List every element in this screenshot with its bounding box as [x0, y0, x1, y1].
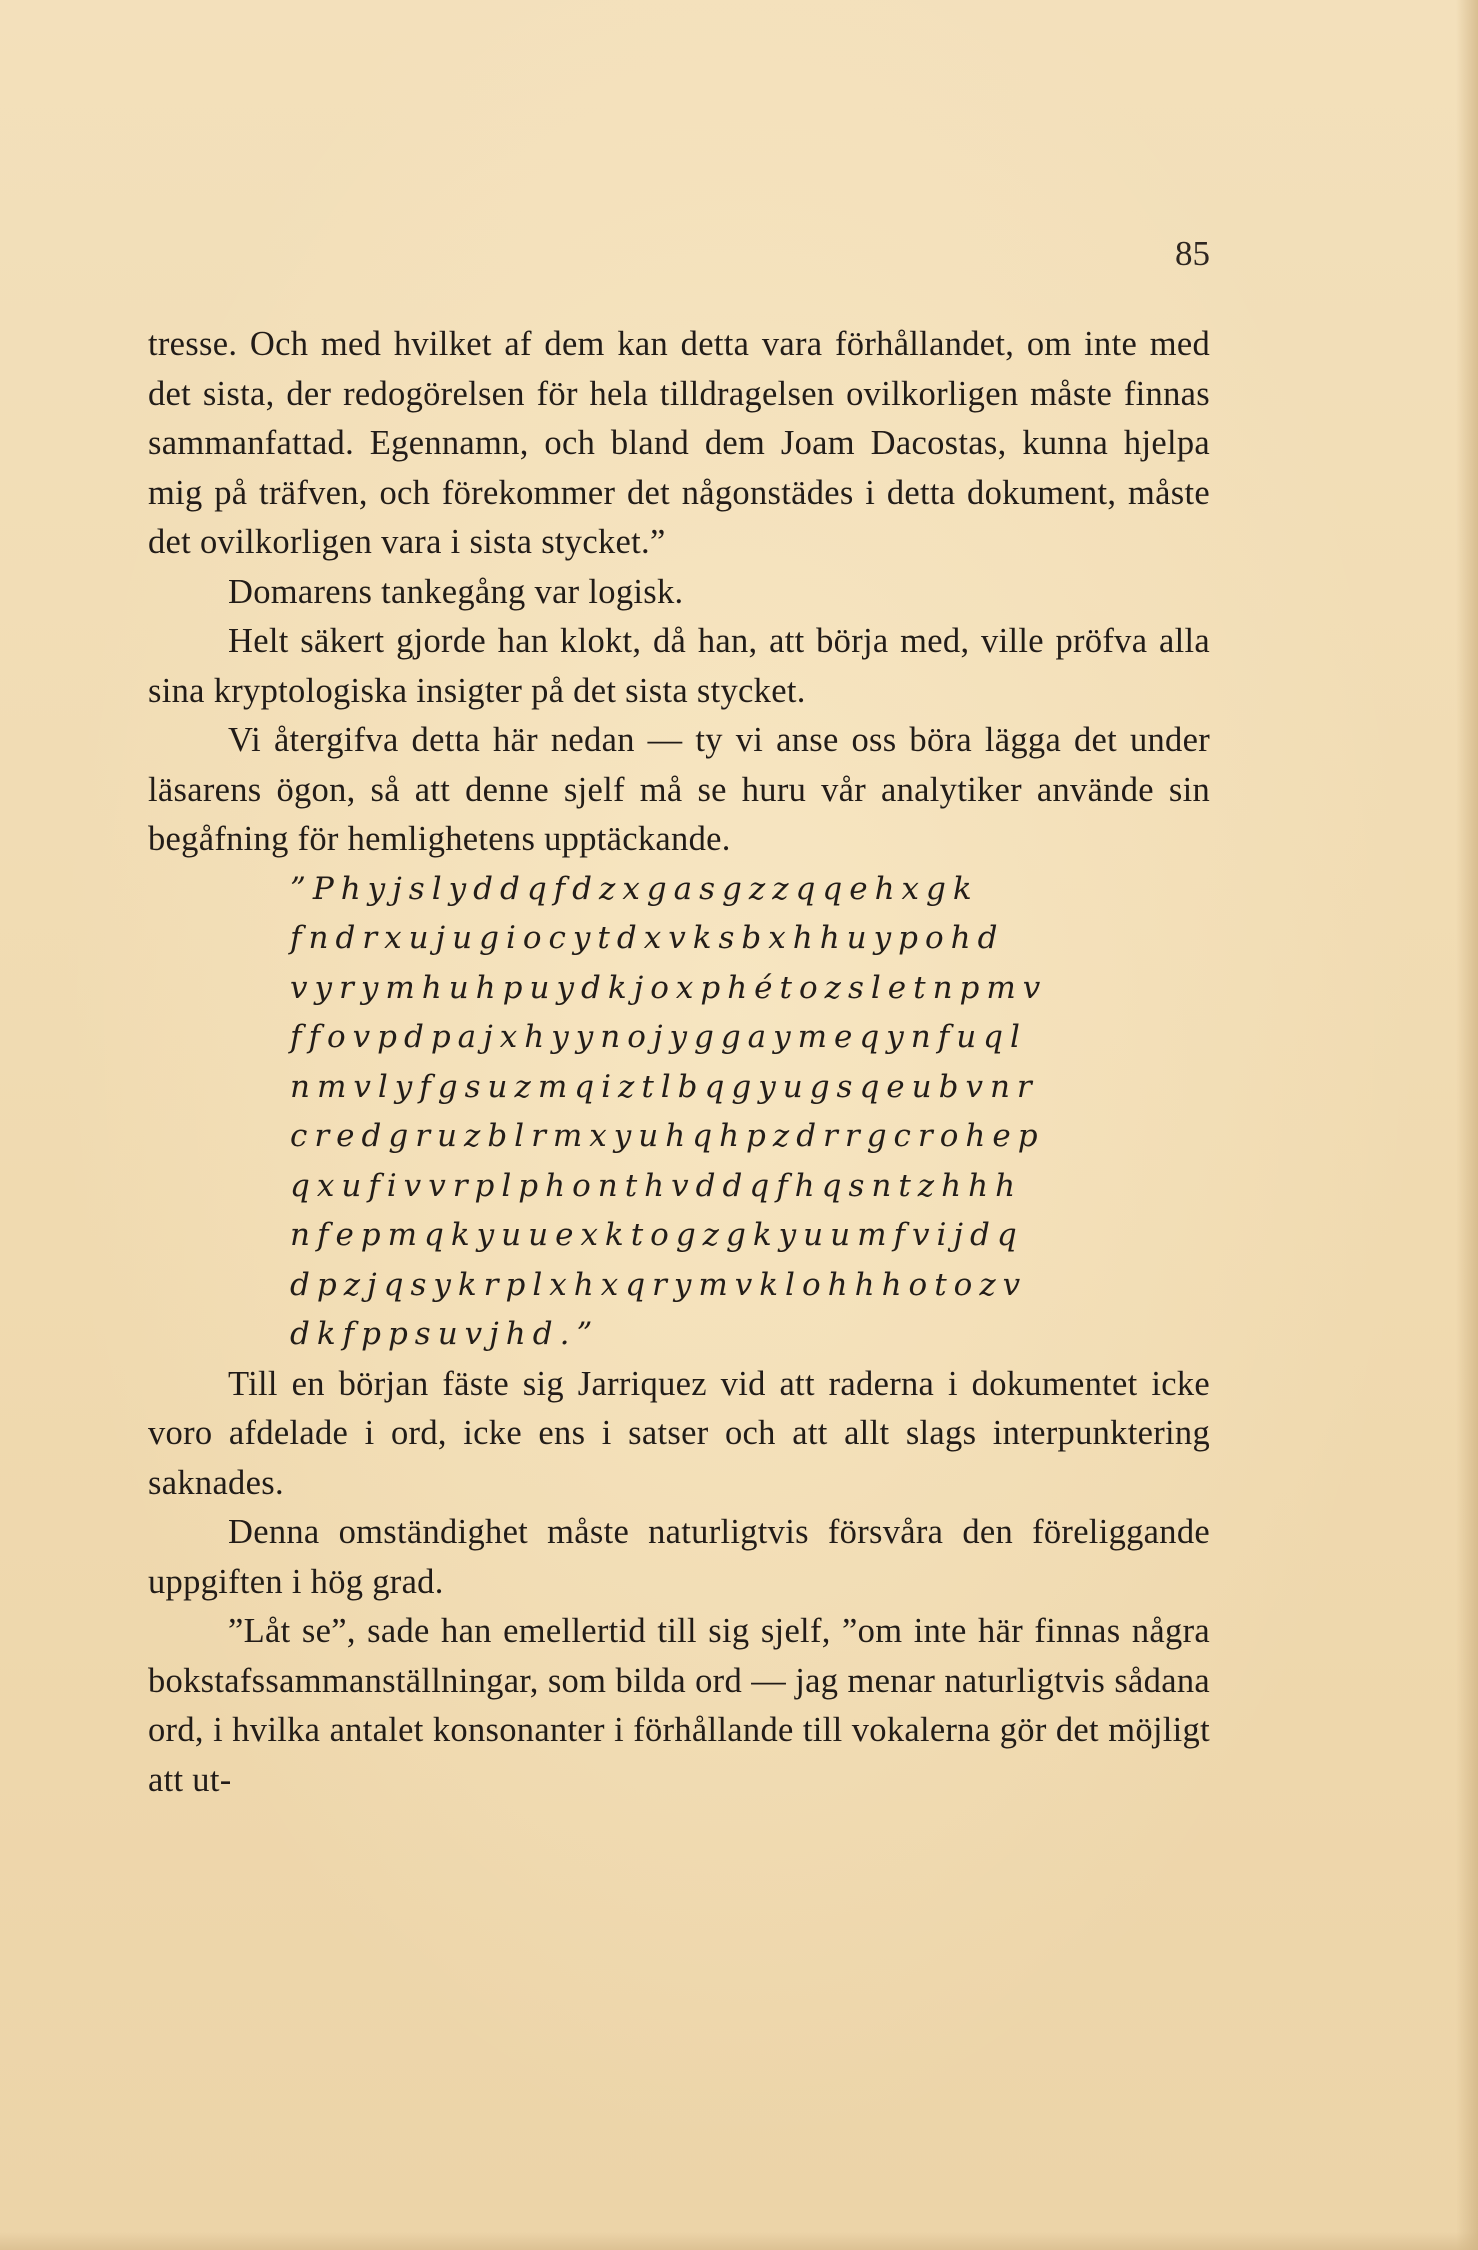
cipher-line: vyrymhuhpuydkjoxphétozsletnpmv	[290, 969, 1048, 1006]
paragraph-4: Vi återgifva detta här nedan — ty vi anse oss böra lägga det under läsarens ögon, så att denne sjelf må se huru vår analytiker använde sin begåfning för hemlighetens upptäckande.	[148, 721, 1210, 858]
cipher-line: nmvlyfgsuzmqiztlbqgyugsqeubvnr	[290, 1068, 1039, 1105]
body-text	[148, 320, 1210, 1805]
paragraph-6: Denna omständighet måste naturligtvis försvåra den föreliggande uppgiften i hög grad.	[148, 1513, 1210, 1601]
cipher-line: dkfppsuvjhd.”	[290, 1316, 600, 1352]
cipher-line: dpzjqsykrplxhxqrymvklohhhotozv	[290, 1266, 1028, 1303]
page-number: 85	[1175, 234, 1210, 273]
cipher-line: nfepmqkyuuexktogzgkyuumfvijdq	[290, 1217, 1024, 1253]
cipher-block	[148, 865, 1210, 1360]
page-edge-shadow	[1456, 0, 1478, 2250]
paragraph-1: tresse. Och med hvilket af dem kan detta vara förhållandet, om inte med det sista, der redogörelsen för hela tilldragelsen ovilkorligen måste finnas sammanfattad. Egennamn, och bland dem Joam Dacostas, kunna hjelpa mig på träfven, och förekommer det någonstädes i detta dokument, måste det ovilkorligen vara i sista stycket.”	[148, 325, 1210, 561]
cipher-line: fndrxujugiocytdxvksbxhhuypohd	[290, 920, 1005, 956]
cipher-line: qxufivvrplphonthvddqfhqsntzhhh	[290, 1167, 1023, 1204]
cipher-line: credgruzblrmxyuhqhpzdrrgcrohep	[290, 1118, 1045, 1154]
cipher-line: ffovpdpajxhyynojyggaymeqynfuql	[290, 1019, 1027, 1055]
cipher-line: ”Phyjslyddqfdzxgasgzzqqehxgk	[290, 870, 979, 907]
paragraph-5: Till en början fäste sig Jarriquez vid att raderna i dokumentet icke voro afdelade i ord, icke ens i satser och att allt slags interpunktering saknades.	[148, 1364, 1210, 1502]
paragraph-3: Helt säkert gjorde han klokt, då han, att börja med, ville pröfva alla sina kryptologiska insigter på det sista stycket.	[148, 622, 1210, 710]
paragraph-2: Domarens tankegång var logisk.	[228, 572, 684, 611]
paragraph-7: ”Låt se”, sade han emellertid till sig sjelf, ”om inte här finnas några bokstafssammanställningar, som bilda ord — jag menar naturligtvis sådana ord, i hvilka antalet konsonanter i förhållande till vokalerna gör det möjligt att ut-	[148, 1612, 1210, 1799]
page-bottom-shadow	[0, 2232, 1478, 2250]
